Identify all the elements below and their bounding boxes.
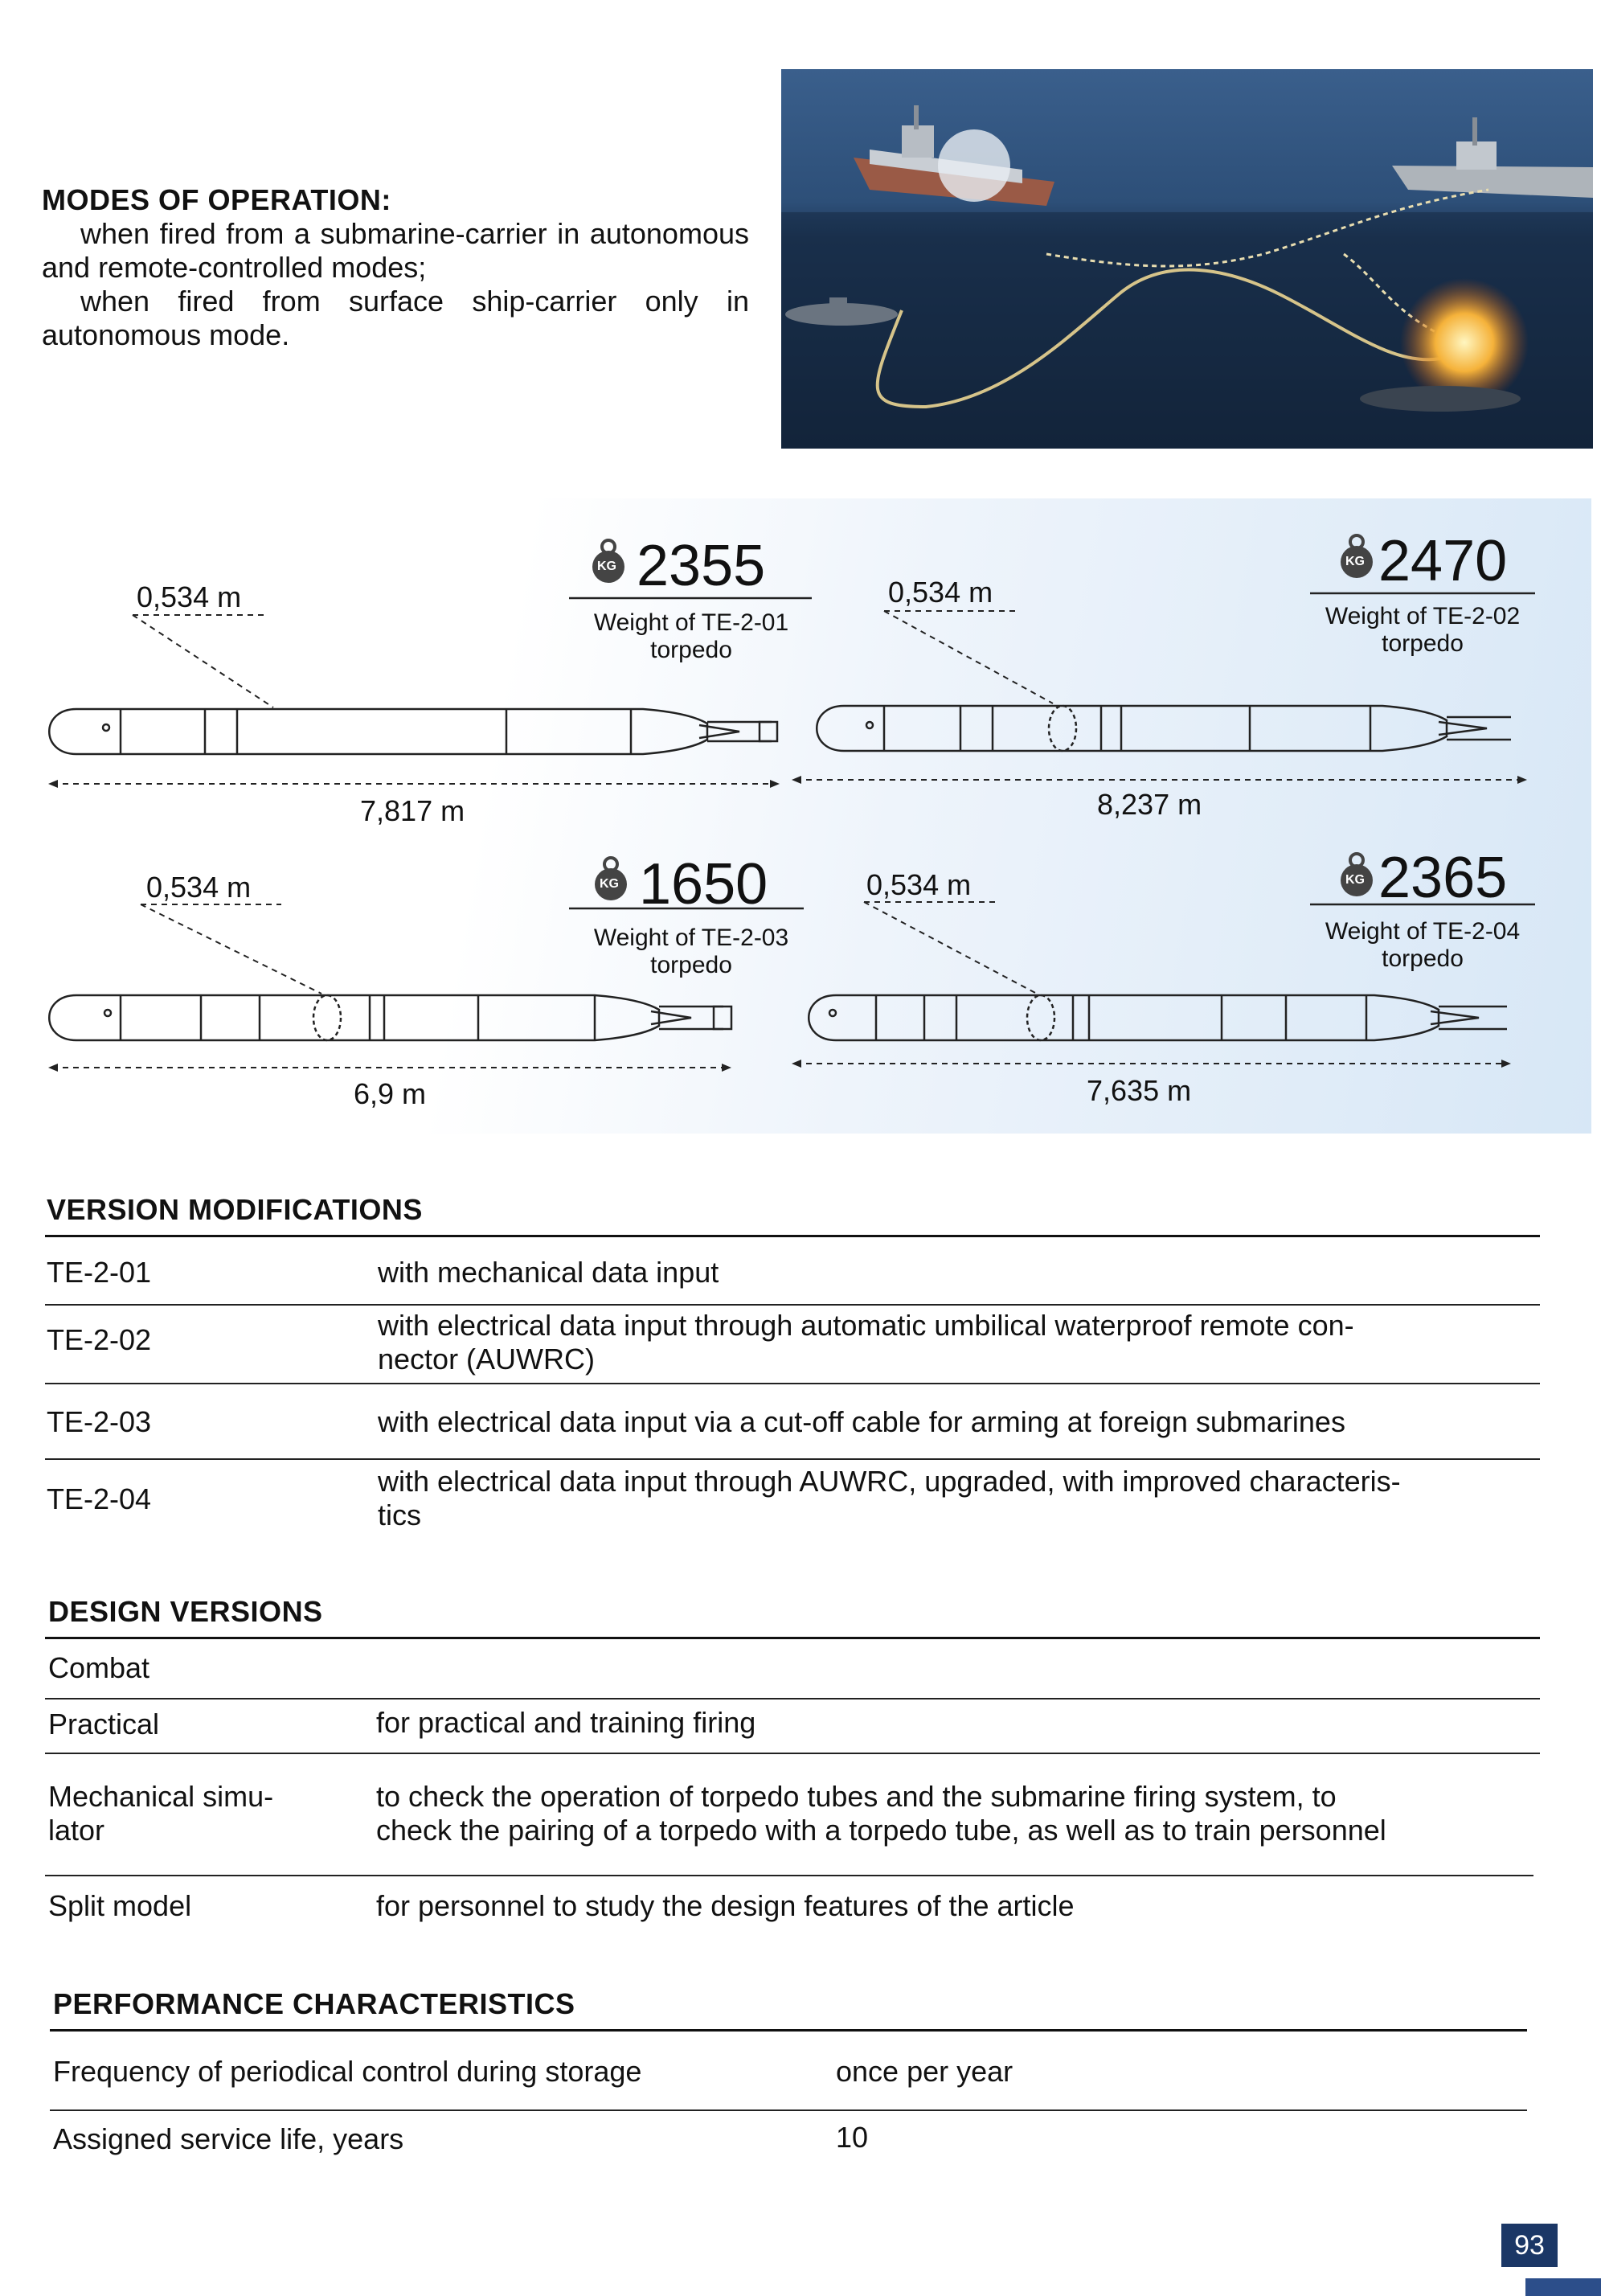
modes-line-surface: when fired from surface ship-carrier only in autonomous mode. (42, 285, 749, 351)
weight-caption-te-2-02: Weight of TE-2-02 torpedo (1325, 603, 1521, 657)
length-te-2-03: 6,9 m (354, 1077, 427, 1110)
torpedo-te-2-01-drawing (49, 709, 777, 754)
modes-title: MODES OF OPERATION: (42, 183, 391, 216)
version-name-te-2-01: TE-2-01 (47, 1256, 152, 1289)
weight-caption-te-2-03: Weight of TE-2-03 torpedo (593, 925, 789, 978)
version-desc-te-2-04: with electrical data input through AUWRC, upgraded, with improved characteris- tics (378, 1465, 1401, 1531)
version-modifications-title: VERSION MODIFICATIONS (47, 1193, 423, 1226)
weight-te-2-01: 2355 (637, 534, 766, 598)
perf-name-service-life: Assigned service life, years (53, 2122, 404, 2155)
kg-label-3: KG (600, 877, 619, 891)
version-name-te-2-02: TE-2-02 (47, 1323, 152, 1356)
design-name-practical: Practical (48, 1708, 160, 1740)
modes-of-operation (42, 183, 749, 352)
version-desc-te-2-03: with electrical data input via a cut-off cable for arming at foreign submarines (378, 1405, 1345, 1438)
page-number: 93 (1501, 2224, 1558, 2267)
design-desc-practical: for practical and training firing (376, 1706, 756, 1739)
torpedo-te-2-03-drawing (49, 995, 731, 1040)
performance-title: PERFORMANCE CHARACTERISTICS (53, 1987, 575, 2020)
torpedo-te-2-04-drawing (809, 995, 1507, 1040)
version-name-te-2-03: TE-2-03 (47, 1405, 152, 1438)
design-desc-split-model: for personnel to study the design features of the article (376, 1889, 1075, 1922)
diameter-te-2-03: 0,534 m (146, 871, 252, 904)
weight-caption-te-2-01: Weight of TE-2-01 torpedo (593, 609, 789, 663)
diameter-te-2-04: 0,534 m (866, 868, 972, 901)
diameter-te-2-02: 0,534 m (888, 576, 993, 609)
length-te-2-02: 8,237 m (1097, 788, 1202, 821)
torpedo-te-2-02-drawing (817, 706, 1511, 751)
design-desc-mechanical-simulator: to check the operation of torpedo tubes and the submarine firing system, to check the pairing of a torpedo with a torpedo tube, as well as to train personnel (376, 1780, 1386, 1847)
design-versions-title: DESIGN VERSIONS (48, 1595, 323, 1628)
kg-label-2: KG (1345, 555, 1365, 568)
version-desc-te-2-01: with mechanical data input (378, 1256, 719, 1289)
weight-te-2-04: 2365 (1378, 846, 1508, 910)
torpedo-attack-illustration (781, 69, 1593, 449)
modes-line-submarine: when fired from a submarine-carrier in autonomous and remote-controlled modes; (42, 217, 749, 284)
page-corner-tab (1525, 2278, 1601, 2296)
design-name-combat: Combat (48, 1651, 150, 1684)
diameter-te-2-01: 0,534 m (137, 580, 242, 613)
perf-value-service-life: 10 (836, 2121, 869, 2154)
weight-caption-te-2-04: Weight of TE-2-04 torpedo (1325, 918, 1521, 972)
perf-name-frequency: Frequency of periodical control during storage (53, 2055, 642, 2088)
length-te-2-01: 7,817 m (360, 794, 465, 827)
kg-label-1: KG (597, 560, 616, 573)
weight-te-2-02: 2470 (1378, 529, 1508, 593)
splash (938, 129, 1010, 202)
perf-value-frequency: once per year (836, 2055, 1013, 2088)
version-name-te-2-04: TE-2-04 (47, 1482, 152, 1515)
kg-label-4: KG (1345, 873, 1365, 887)
design-name-split-model: Split model (48, 1889, 192, 1922)
design-name-mechanical-simulator: Mechanical simu- lator (48, 1780, 274, 1847)
weight-te-2-03: 1650 (639, 852, 768, 916)
length-te-2-04: 7,635 m (1087, 1074, 1192, 1107)
version-desc-te-2-02: with electrical data input through automatic umbilical waterproof remote con- nector (AUWRC) (378, 1309, 1354, 1376)
